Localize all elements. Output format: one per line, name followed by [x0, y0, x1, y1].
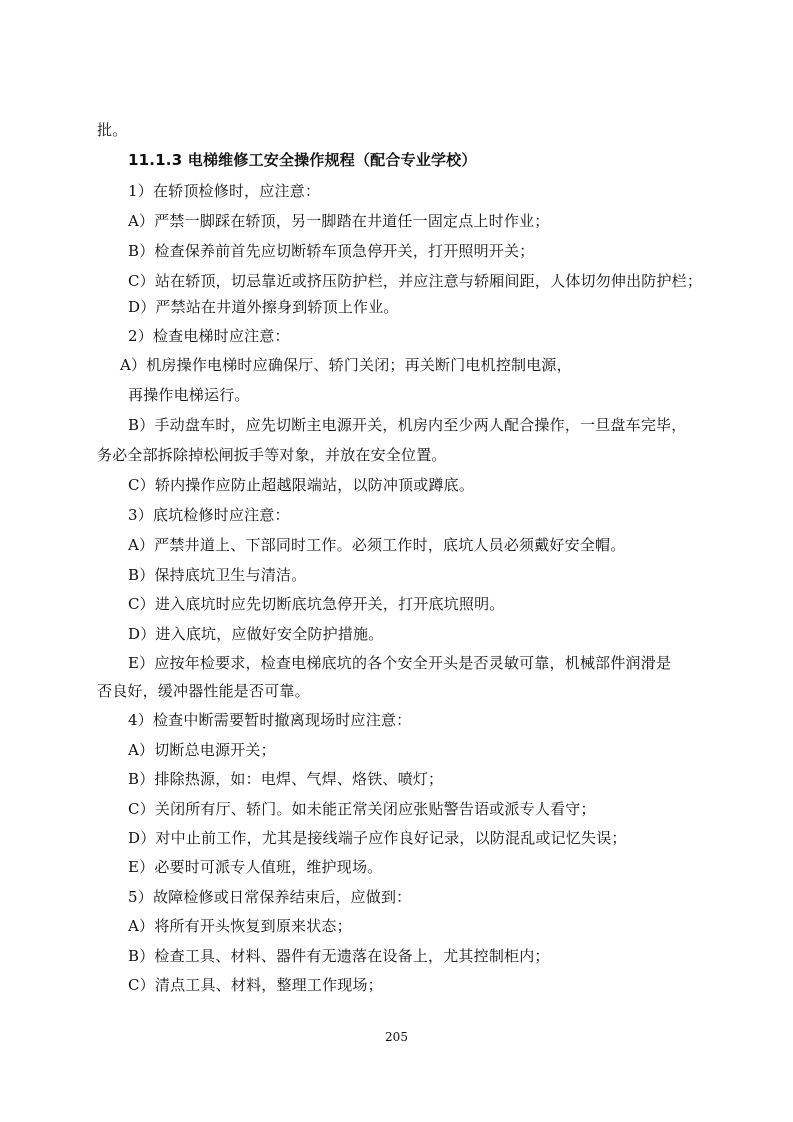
text-line: D）严禁站在井道外擦身到轿顶上作业。 [128, 298, 399, 316]
text-line: 务必全部拆除掉松闸扳手等对象，并放在安全位置。 [97, 446, 447, 464]
text-line: A）严禁一脚踩在轿顶，另一脚踏在井道任一固定点上时作业； [128, 212, 550, 230]
text-line: A）将所有开头恢复到原来状态； [128, 917, 352, 935]
text-line: B）检查保养前首先应切断轿车顶急停开关，打开照明开关； [128, 242, 535, 260]
text-line: E）必要时可派专人值班，维护现场。 [128, 858, 383, 876]
text-line: A）切断总电源开关； [128, 741, 276, 759]
text-line: C）轿内操作应防止超越限端站，以防冲顶或蹲底。 [128, 476, 475, 494]
text-line: C）清点工具、材料，整理工作现场； [128, 976, 383, 994]
text-line: B）保持底坑卫生与清洁。 [128, 566, 307, 584]
text-line: C）站在轿顶，切忌靠近或挤压防护栏，并应注意与轿厢间距，人体切勿伸出防护栏； [128, 272, 703, 290]
subsection-heading: 1）在轿顶检修时，应注意： [128, 182, 321, 200]
text-line: C）关闭所有厅、轿门。如未能正常关闭应张贴警告语或派专人看守； [128, 800, 596, 818]
text-line: 否良好，缓冲器性能是否可靠。 [97, 682, 310, 700]
text-line: D）进入底坑，应做好安全防护措施。 [128, 625, 384, 643]
text-line: A）严禁井道上、下部同时工作。必须工作时，底坑人员必须戴好安全帽。 [128, 536, 626, 554]
text-line: C）进入底坑时应先切断底坑急停开关，打开底坑照明。 [128, 595, 505, 613]
text-line: 批。 [97, 121, 128, 139]
subsection-heading: 3）底坑检修时应注意： [128, 506, 290, 524]
subsection-heading: 2）检查电梯时应注意： [128, 327, 290, 345]
text-line: E）应按年检要求，检查电梯底坑的各个安全开头是否灵敏可靠，机械部件润滑是 [128, 654, 672, 672]
page-number: 205 [385, 1030, 408, 1044]
text-line: B）手动盘车时，应先切断主电源开关，机房内至少两人配合操作，一旦盘车完毕， [128, 416, 687, 434]
text-line: A）机房操作电梯时应确保厅、轿门关闭；再关断门电机控制电源， [120, 356, 572, 374]
section-heading: 11.1.3 电梯维修工安全操作规程（配合专业学校） [128, 151, 477, 169]
subsection-heading: 4）检查中断需要暂时撤离现场时应注意： [128, 711, 412, 729]
text-line: B）检查工具、材料、器件有无遗落在设备上，尤其控制柜内； [128, 947, 550, 965]
subsection-heading: 5）故障检修或日常保养结束后，应做到： [128, 888, 412, 906]
text-line: 再操作电梯运行。 [128, 386, 250, 404]
text-line: B）排除热源，如：电焊、气焊、烙铁、喷灯； [128, 770, 444, 788]
text-line: D）对中止前工作，尤其是接线端子应作良好记录，以防混乱或记忆失误； [128, 829, 627, 847]
